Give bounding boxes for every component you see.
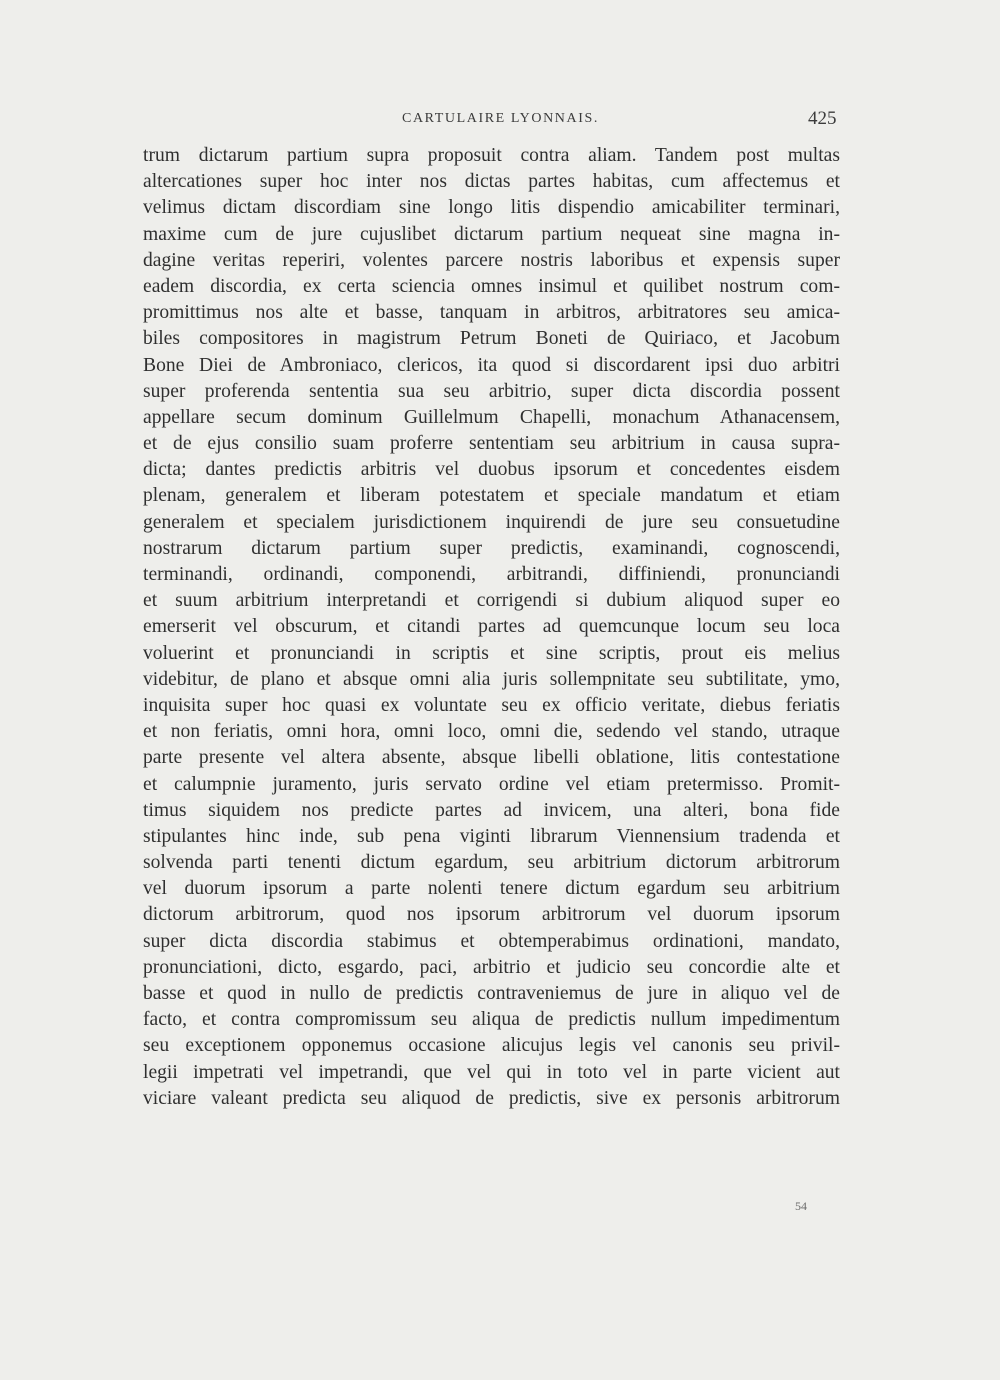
page-number: 425 [808,108,837,129]
text-line: et suum arbitrium interpretandi et corrigendi si dubium aliquod super eo [143,590,840,612]
text-line: seu exceptionem opponemus occasione alicujus legis vel canonis seu privil- [143,1035,840,1057]
text-line: legii impetrati vel impetrandi, que vel qui in toto vel in parte vicient aut [143,1061,840,1083]
text-line: et de ejus consilio suam proferre sententiam seu arbitrium in causa supra- [143,433,840,455]
text-line: super dicta discordia stabimus et obtemperabimus ordinationi, mandato, [143,930,840,952]
text-line: parte presente vel altera absente, absque libelli oblatione, litis contestatione [143,747,840,769]
text-line: solvenda parti tenenti dictum egardum, seu arbitrium dictorum arbitrorum [143,852,840,874]
text-line: emerserit vel obscurum, et citandi partes ad quemcunque locum seu loca [143,616,840,638]
text-line: promittimus nos alte et basse, tanquam in arbitros, arbitratores seu amica- [143,302,840,324]
text-line: altercationes super hoc inter nos dictas partes habitas, cum affectemus et [143,171,840,193]
text-line: videbitur, de plano et absque omni alia juris sollempnitate seu subtilitate, ymo, [143,668,840,690]
text-line: velimus dictam discordiam sine longo litis dispendio amicabiliter terminari, [143,197,840,219]
text-line: maxime cum de jure cujuslibet dictarum partium nequeat sine magna in- [143,223,840,245]
text-line: vel duorum ipsorum a parte nolenti tenere dictum egardum seu arbitrium [143,878,840,900]
text-line: Bone Diei de Ambroniaco, clericos, ita quod si discordarent ipsi duo arbitri [143,354,840,376]
text-line: stipulantes hinc inde, sub pena viginti librarum Viennensium tradenda et [143,825,840,847]
text-line: plenam, generalem et liberam potestatem et speciale mandatum et etiam [143,485,840,507]
text-line: basse et quod in nullo de predictis contraveniemus de jure in aliquo vel de [143,983,840,1004]
text-line: trum dictarum partium supra proposuit contra aliam. Tandem post multas [143,145,840,166]
text-line: voluerint et pronunciandi in scriptis et sine scriptis, prout eis melius [143,642,840,664]
text-line: nostrarum dictarum partium super predictis, examinandi, cognoscendi, [143,537,840,559]
text-line: pronunciationi, dicto, esgardo, paci, arbitrio et judicio seu concordie alte et [143,956,840,978]
text-line: et calumpnie juramento, juris servato ordine vel etiam pretermisso. Promit- [143,773,840,795]
text-line: generalem et specialem jurisdictionem inquirendi de jure seu consuetudine [143,511,840,533]
signature-mark: 54 [795,1199,807,1213]
text-line: eadem discordia, ex certa sciencia omnes insimul et quilibet nostrum com- [143,275,840,297]
text-line: timus siquidem nos predicte partes ad invicem, una alteri, bona fide [143,799,840,821]
running-head [0,108,1000,133]
text-line: inquisita super hoc quasi ex voluntate seu ex officio veritate, diebus feriatis [143,694,840,716]
text-line: terminandi, ordinandi, componendi, arbitrandi, diffiniendi, pronunciandi [143,564,840,585]
text-line: super proferenda sententia sua seu arbitrio, super dicta discordia possent [143,380,840,402]
text-line: facto, et contra compromissum seu aliqua de predictis nullum impedimentum [143,1009,840,1031]
text-line: biles compositores in magistrum Petrum Boneti de Quiriaco, et Jacobum [143,328,840,350]
text-line: dicta; dantes predictis arbitris vel duobus ipsorum et concedentes eisdem [143,459,840,481]
text-line: dictorum arbitrorum, quod nos ipsorum arbitrorum vel duorum ipsorum [143,904,840,926]
running-title: CARTULAIRE LYONNAIS. [402,111,599,126]
body-text [143,143,840,1112]
text-line: dagine veritas reperiri, volentes parcere nostris laboribus et expensis super [143,249,840,271]
text-line: appellare secum dominum Guillelmum Chapelli, monachum Athanacensem, [143,406,840,428]
text-line: et non feriatis, omni hora, omni loco, omni die, sedendo vel stando, utraque [143,721,840,743]
text-line: viciare valeant predicta seu aliquod de predictis, sive ex personis arbitrorum [143,1087,840,1109]
